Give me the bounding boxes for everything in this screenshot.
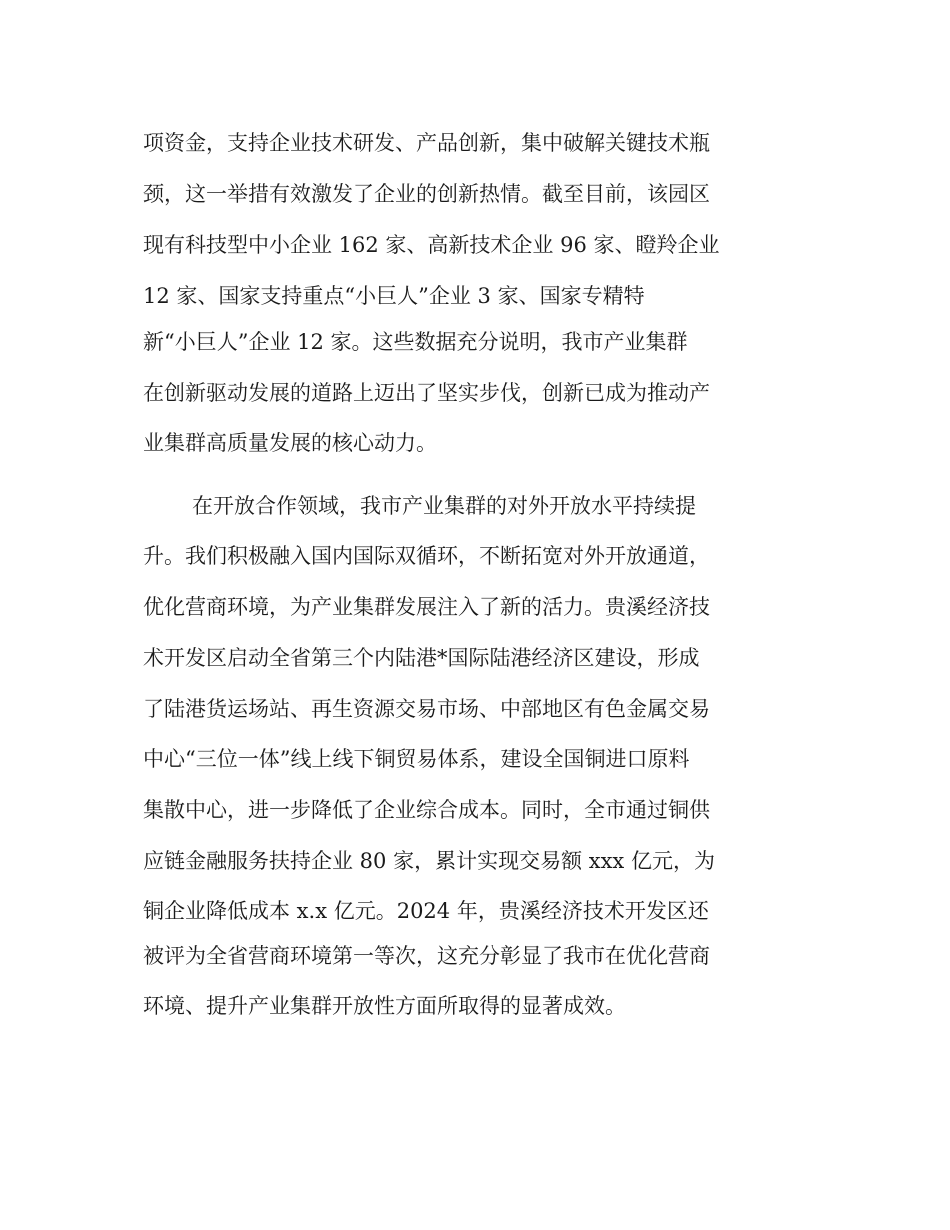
text-line: 12 家、国家支持重点“小巨人”企业 3 家、国家专精特 — [143, 284, 645, 308]
text-line: 了陆港货运场站、再生资源交易市场、中部地区有色金属交易 — [143, 697, 710, 721]
text-line: 在创新驱动发展的道路上迈出了坚实步伐，创新已成为推动产 — [143, 381, 710, 405]
text-line: 升。我们积极融入国内国际双循环，不断拓宽对外开放通道， — [143, 544, 710, 568]
text-line: 优化营商环境，为产业集群发展注入了新的活力。贵溪经济技 — [143, 595, 710, 619]
text-line: 铜企业降低成本 x.x 亿元。2024 年，贵溪经济技术开发区还 — [143, 899, 709, 923]
text-line: 被评为全省营商环境第一等次，这充分彰显了我市在优化营商 — [143, 944, 710, 968]
text-line: 新“小巨人”企业 12 家。这些数据充分说明，我市产业集群 — [143, 330, 688, 354]
text-line: 术开发区启动全省第三个内陆港*国际陆港经济区建设，形成 — [143, 646, 700, 670]
text-line: 项资金，支持企业技术研发、产品创新，集中破解关键技术瓶 — [143, 131, 710, 155]
text-line: 中心“三位一体”线上线下铜贸易体系，建设全国铜进口原料 — [143, 747, 690, 771]
text-line: 环境、提升产业集群开放性方面所取得的显著成效。 — [143, 994, 626, 1018]
text-line: 在开放合作领域，我市产业集群的对外开放水平持续提 — [192, 494, 696, 518]
text-line: 应链金融服务扶持企业 80 家，累计实现交易额 xxx 亿元，为 — [143, 849, 715, 873]
text-line: 业集群高质量发展的核心动力。 — [143, 431, 437, 455]
text-line: 集散中心，进一步降低了企业综合成本。同时，全市通过铜供 — [143, 798, 710, 822]
text-line: 现有科技型中小企业 162 家、高新技术企业 96 家、瞪羚企业 — [143, 233, 720, 257]
text-line: 颈，这一举措有效激发了企业的创新热情。截至目前，该园区 — [143, 182, 710, 206]
